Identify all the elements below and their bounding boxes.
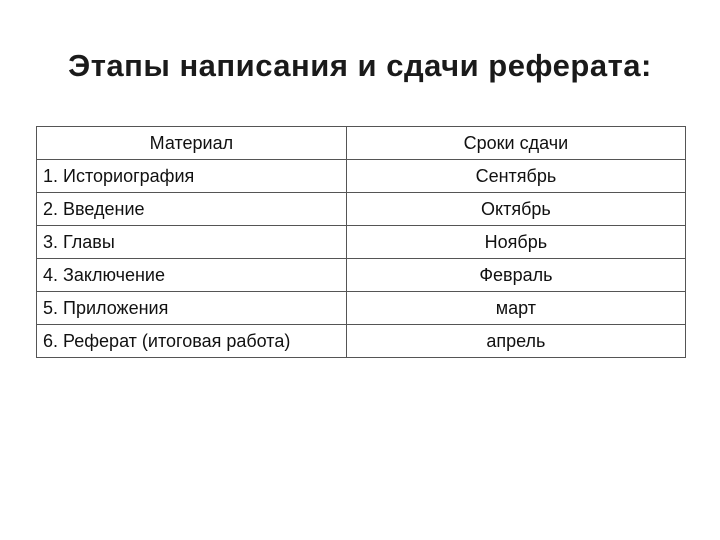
deadline-cell: Сентябрь bbox=[346, 160, 685, 193]
table-row bbox=[37, 292, 686, 325]
table-row bbox=[37, 193, 686, 226]
deadline-cell: Ноябрь bbox=[346, 226, 685, 259]
deadline-cell: апрель bbox=[346, 325, 685, 358]
material-cell: 1. Историография bbox=[37, 160, 347, 193]
deadline-cell: март bbox=[346, 292, 685, 325]
table-row bbox=[37, 160, 686, 193]
material-cell: 4. Заключение bbox=[37, 259, 347, 292]
header-deadline: Сроки сдачи bbox=[346, 127, 685, 160]
table-header-row bbox=[37, 127, 686, 160]
header-material: Материал bbox=[37, 127, 347, 160]
deadline-cell: Февраль bbox=[346, 259, 685, 292]
schedule-table bbox=[36, 126, 686, 358]
material-cell: 3. Главы bbox=[37, 226, 347, 259]
table-row bbox=[37, 325, 686, 358]
material-cell: 5. Приложения bbox=[37, 292, 347, 325]
table-row bbox=[37, 259, 686, 292]
material-cell: 2. Введение bbox=[37, 193, 347, 226]
deadline-cell: Октябрь bbox=[346, 193, 685, 226]
material-cell: 6. Реферат (итоговая работа) bbox=[37, 325, 347, 358]
slide-title: Этапы написания и сдачи реферата: bbox=[68, 48, 652, 83]
table-row bbox=[37, 226, 686, 259]
